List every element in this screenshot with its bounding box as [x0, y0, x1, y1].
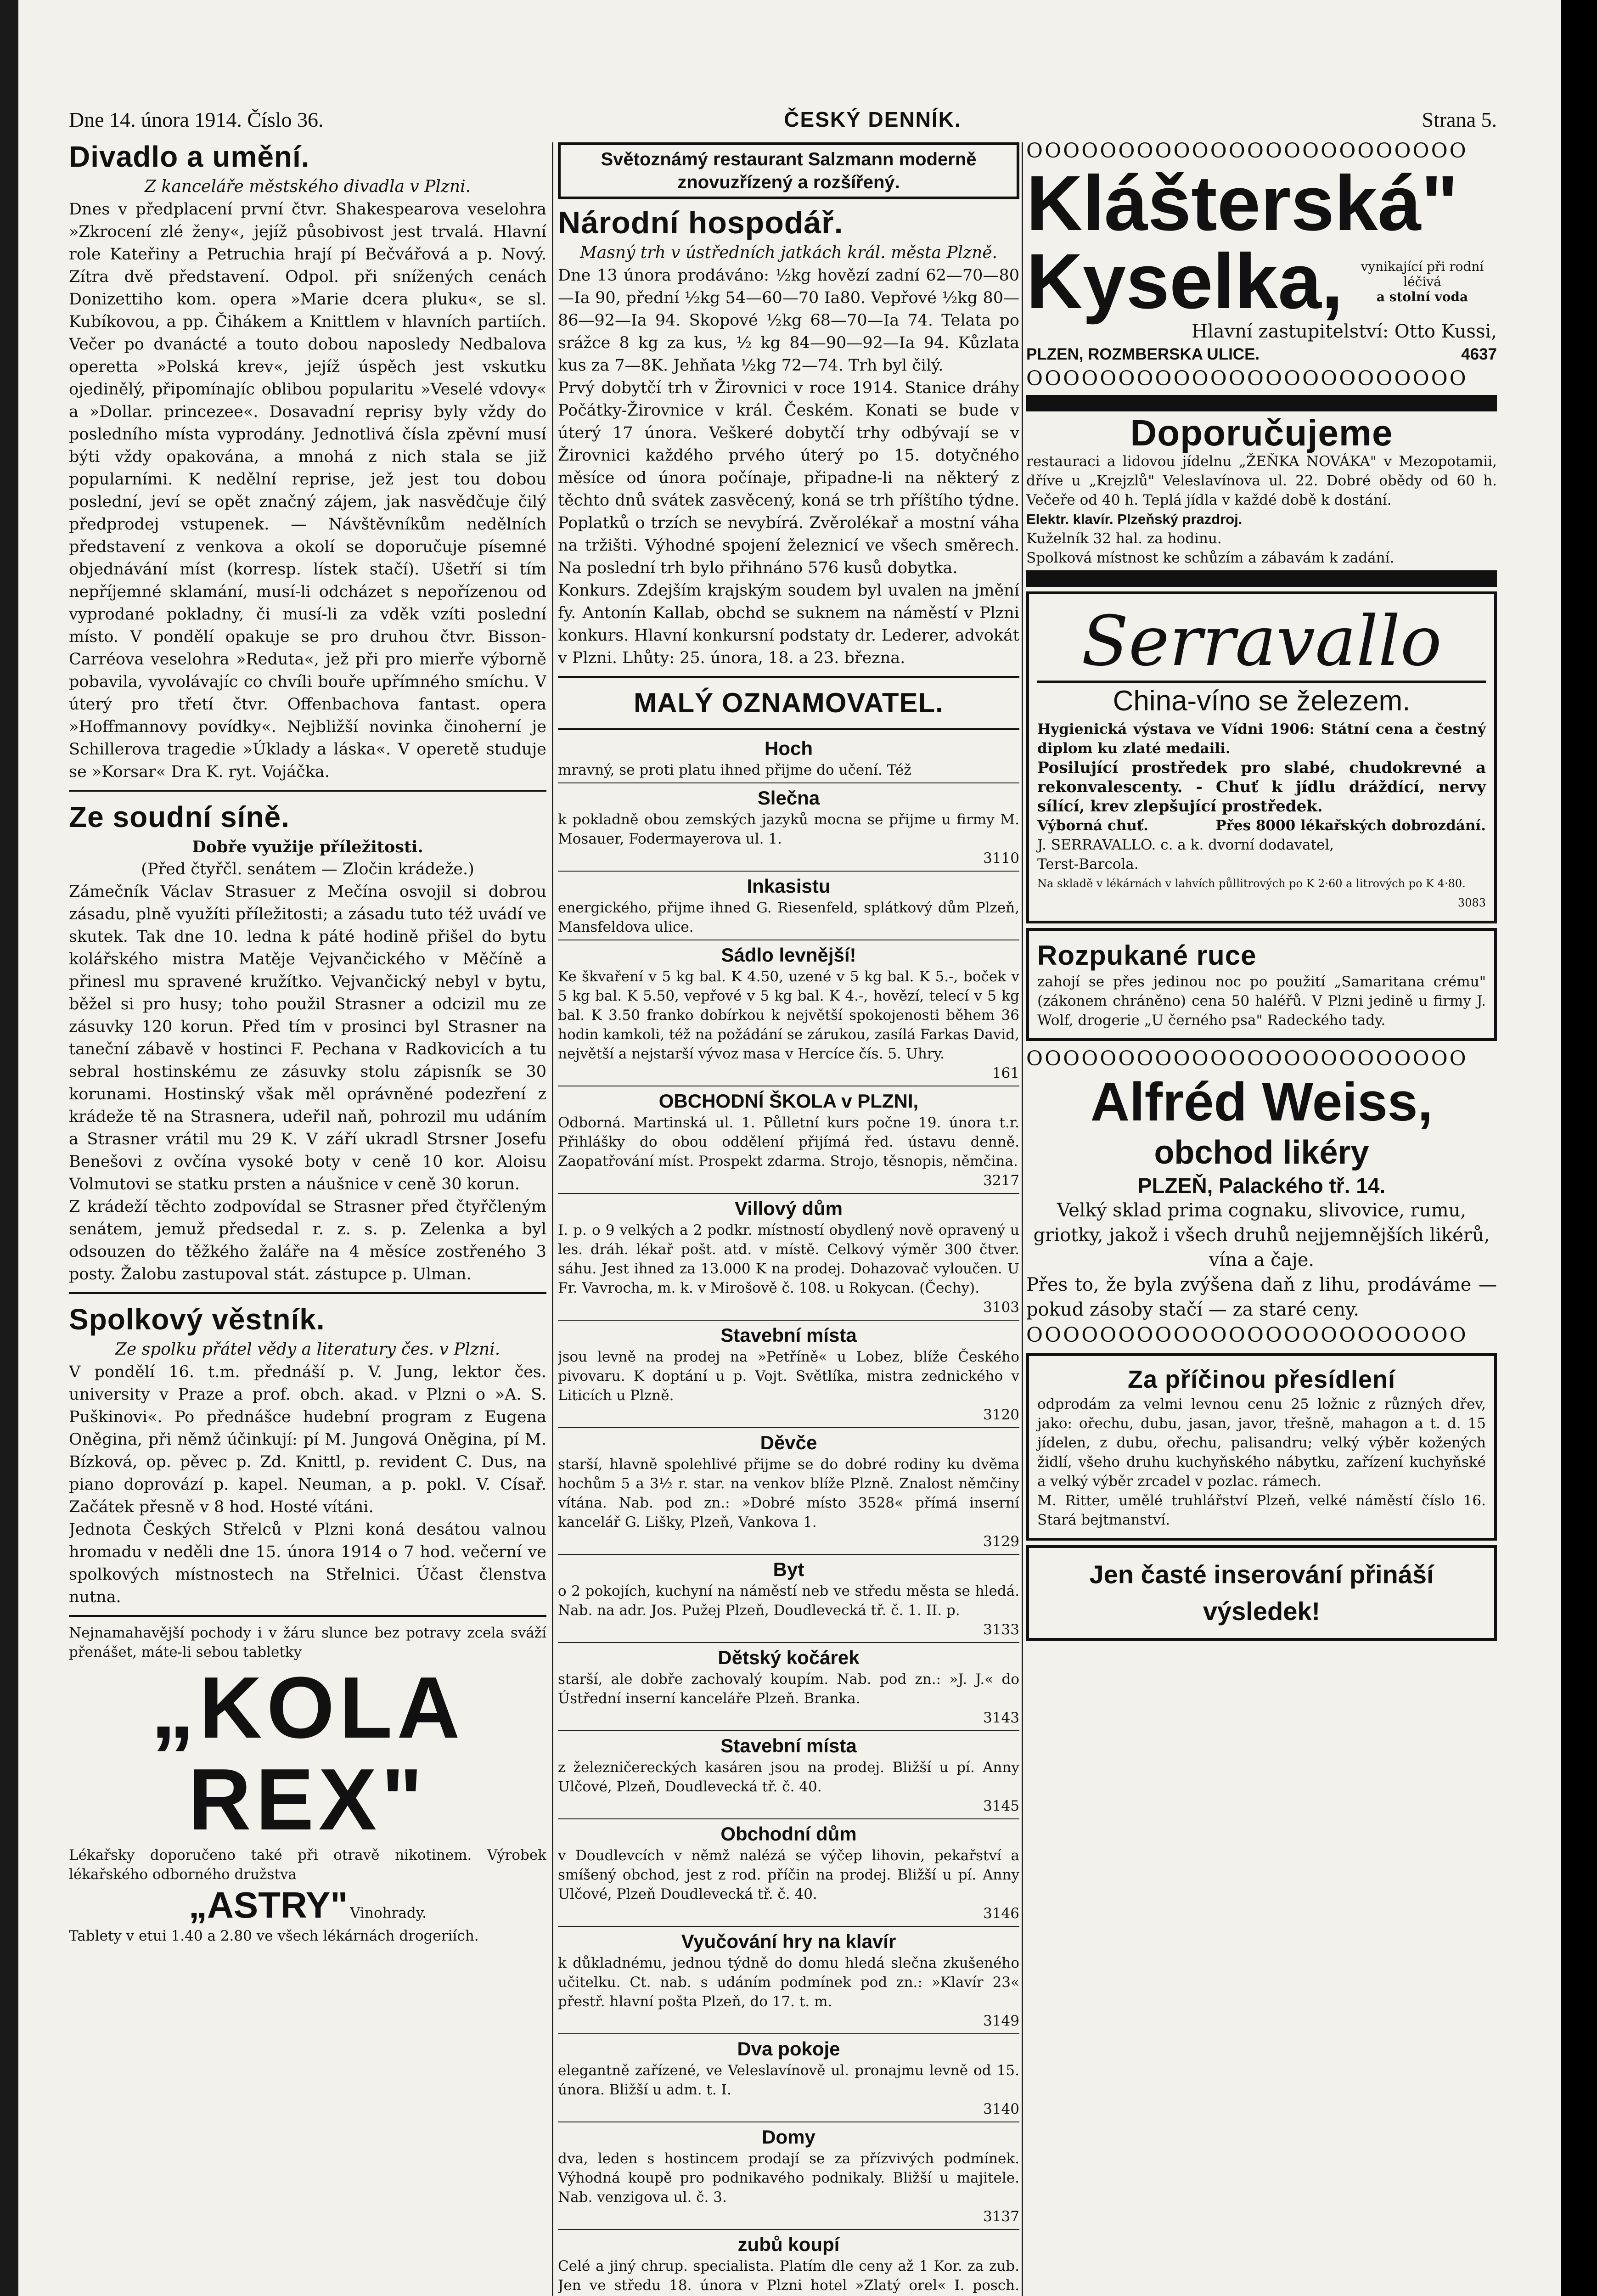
divider	[558, 676, 1019, 678]
column-middle	[558, 138, 1019, 2296]
classified-ad-heading: Byt	[773, 1559, 804, 1580]
classified-ad-number: 3217	[983, 1172, 1019, 1189]
final-slogan: Jen časté inserování přináší výsledek!	[1089, 1560, 1434, 1626]
ritter-text: odprodám za velmi levnou cenu 25 ložnic z různých dřev, jako: ořechu, dubu, jasan, javor, třešně, mahagon a t. d. 15 jídelen, z dubu, ořechu, palisandru; velký výběr kožených židlí, všeho druhu kuchyňského nábytku, zařízení kuchyňské a velký výběr zrcadel v pozlac. rámech.	[1037, 1396, 1486, 1490]
serravallo-expo: Hygienická výstava ve Vídni 1906: Státní cena a čestný diplom ku zlaté medaili.	[1037, 721, 1486, 757]
klasterska-address: PLZEN, ROZMBERSKA ULICE.	[1026, 345, 1260, 363]
astry-logo: „ASTRY"	[189, 1885, 348, 1925]
classified-ad	[558, 1734, 1019, 1819]
black-bar	[1026, 395, 1497, 411]
classified-ad-heading: Inkasistu	[747, 875, 831, 897]
serravallo-logo: Serravallo	[1037, 602, 1486, 683]
soud-body-2: Z krádeží těchto zodpovídal se Strasner před čtyřčleným senátem, jemuž předsedal r. z. s. p. Zelenka a byl odsouzen do těžkého žaláře na 4 měsíce zostřeného 3 posty. Žalobu zastupoval stát. zástupce p. Ulman.	[69, 1198, 546, 1283]
divadlo-body: Dnes v předplacení první čtvr. Shakespearova veselohra »Zkrocení zlé ženy«, jejíž působivost jest trvalá. Hlavní role Kateřiny a Petruchia hrají pí Bečvářová a p. Nový. Zítra dvě představení. Odpol. při snížených cenách Donizettiho kom. opera »Marie dcera pluku«, se sl. Kubíkovou, a pp. Čihákem a Knittlem v hlavních partiích. Večer po dvanácté a touto dobou naposledy Nedbalova operetta »Polská krev«, jejíž úspěch jest vskutku ojedinělý, připomínajíc oblibou popularitu »Veselé vdovy« a »Dollar. princezee«. Dosavadní reprisy byly vždy do posledního místa vyprodány. Jednotlivá čísla zpěvní musí býti vždy opakována, a mnohá z nich stala se již popularními. K nedělní reprise, jež jest tou dobou poslední, jeví se opět značný zájem, jak nasvědčuje čilý předprodej vstupenek. — Návštěvníkům nedělních představení z venkova a okolí se doporučuje písemné objednávání míst (korresp. lístek stačí). Ušetří si tím nepříjemné sklamání, musí-li odcházet s nepořízenou od vyprodané pokladny, či musí-li za vděk vzíti poslední místo. V pondělí opakuje se pro druhou čtvr. Bisson-Carréova veselohra »Reduta«, jež při pro mierře výborně pobavila, vyvolávajíc co chvíli bouře upřímného smíchu. V úterý pro třetí čtvr. Offenbachova fantast. opera »Hoffmannovy povídky«. Nejbližší novinka činoherní je Schillerova tragedie »Úklady a láska«. V operetě studuje se »Korsar« Dra K. ryt. Vojáčka.	[69, 200, 546, 781]
classified-ad-heading: Hoch	[765, 737, 813, 759]
klasterska-desc: vynikající při rodní léčivá	[1361, 259, 1484, 289]
classified-ad-heading: zubů koupí	[737, 2234, 840, 2255]
classified-ad	[558, 1646, 1019, 1731]
kola-price: Tablety v etui 1.40 a 2.80 ve všech lékárnách drogeriích.	[69, 1928, 479, 1944]
section-title-maly: MALÝ OZNAMOVATEL.	[634, 687, 944, 718]
column-rule-1	[552, 142, 553, 2296]
masny-body: Dne 13 února prodáváno: ½kg hovězí zadní 62—70—80—Ia 90, přední ½kg 54—60—70 Ia80. Vepřové ½kg 80—86—92—Ia 94. Skopové ½kg 68—70—Ia 74. Telata po srážce 8 kg za kus, ½ kg 84—90—92—Ia 94. Kůzlata kus za 7—8K. Jehňata ½kg 72—74. Trh byl čilý.	[558, 266, 1019, 375]
kola-rex-ad	[69, 1623, 546, 1946]
spolky-body-2: Jednota Českých Střelců v Plzni koná desátou valnou hromadu v neděli dne 15. února 1914 o 7 hod. večerní ve spolkových místnostech na Střelnici. Účast členstva nutna.	[69, 1520, 546, 1606]
classified-ad-text: energického, přijme ihned G. Riesenfeld, splátkový dům Plzeň, Mansfeldova ulice.	[558, 900, 1019, 935]
divider	[558, 1554, 1019, 1555]
divider	[69, 1292, 546, 1294]
divider	[558, 1193, 1019, 1194]
newspaper-name: ČESKÝ DENNÍK.	[784, 107, 962, 131]
circle-border: OOOOOOOOOOOOOOOOOOOOOOOO	[1026, 139, 1468, 163]
ruce-text: zahojí se přes jedinou noc po použití „Samaritana crému" (zákonem chráněno) cena 50 haléřů. V Plzni jedině u firmy J. Wolf, drogerie „U černého psa" Radeckého tady.	[1037, 974, 1486, 1029]
klasterska-agent: Hlavní zastupitelství: Otto Kussi,	[1192, 321, 1497, 342]
classified-ad-heading: Děvče	[760, 1432, 817, 1453]
classified-ad-text: mravný, se proti platu ihned přijme do učení. Též	[558, 762, 911, 778]
divadlo-subtitle: Z kanceláře městského divadla v Plzni.	[144, 177, 471, 196]
klasterska-title: Klášterská"	[1026, 160, 1458, 247]
classified-ad-text: Celé a jiný chrup. specialista. Platím dle ceny až 1 Kor. za zub. Jen ve středu 18. února v Plzni hotel »Zlatý orel« I. posch.	[558, 2258, 1019, 2294]
salzmann-text: Světoznámý restaurant Salzmann moderně znovuzřízený a rozšířený.	[601, 149, 977, 192]
serravallo-taste: Výborná chuť.	[1037, 817, 1148, 834]
doporucujeme-text: restauraci a lidovou jídelnu „ŽEŇKA NOVÁKA" v Mezopotamii, dříve u „Krejzlů" Veleslavínova ul. 22. Dobré obědy od 60 h. Večeře od 40 h. Teplá jídla v každé době k dostání.	[1026, 453, 1497, 508]
classified-ad	[558, 1431, 1019, 1555]
serravallo-reviews: Přes 8000 lékařských dobrozdání.	[1215, 817, 1486, 834]
pruvy-body: Prvý dobytčí trh v Žirovnici v roce 1914. Stanice dráhy Počátky-Žirovnice v král. Českém. Konati se bude v úterý 17 února. Veškeré dobytčí trhy odbývají se v Žirovnici každého prvého úterý po 15. dotyčného měsíce od února počínaje, připadne-li na některý z těchto dnů svátek zasvěcený, koná se trh příštího týdne. Poplatků o trzích se nevybírá. Zvěrolékař a mostní váha na tržišti. Výhodné spojení železnicí ve všech směrech. Na poslední trh bylo přihnáno 576 kusů dobytka.	[558, 379, 1019, 577]
weiss-subtitle: obchod likéry	[1154, 1134, 1369, 1171]
black-bar	[1026, 570, 1497, 587]
weiss-note: Přes to, že byla zvýšena daň z lihu, prodáváme — pokud zásoby stačí — za staré ceny.	[1026, 1274, 1497, 1320]
divider	[69, 790, 546, 792]
issue-date: Dne 14. února 1914. Číslo 36.	[69, 107, 324, 131]
doporucujeme-line-4: Spolková místnost ke schůzím a zábavám k zadání.	[1026, 550, 1395, 566]
classified-ad-heading: Sádlo levnější!	[721, 944, 856, 966]
ritter-firm: M. Ritter, umělé truhlářství Plzeň, velké náměstí číslo 16. Stará bejtmanství.	[1037, 1492, 1486, 1528]
classified-ad	[558, 1930, 1019, 2034]
soud-body: Zámečník Václav Strasuer z Mečína osvojil si dobrou zásadu, plně využíti příležitosti; a zásadu tuto též uvádí ve skutek. Tak dne 10. ledna k páté hodině přišel do bytu kolářského mistra Matěje Vejvančického v Měčíně a přinesl mu spravené kružítko. Vejvančický nebyl v bytu, běžel si pro husy; toho použil Strasner a odcizil mu ze zásuvky 120 korun. Před tím v prosinci byl Strasner na taneční zábavě v hostinci F. Pechana v Radkovicích a tu sebral hostinskému ze zásuvky stolu zápisník se 30 korunami. Hostinský však měl oprávněné podezření z krádeže tě na Strasnera, udeřil naň, pohrozil mu udáním a Strasner vrátil mu 29 K. V září ukradl Strsner Josefu Benešovi z ovčína vysoké boty v ceně 10 kor. Aloisu Volmutovi se statku prsten a náušnice v ceně 30 korun.	[69, 883, 546, 1193]
classified-ad-number: 3129	[983, 1533, 1019, 1550]
column-rule-2	[1022, 142, 1023, 2296]
weiss-ad	[1026, 1072, 1497, 1322]
ritter-ad	[1026, 1353, 1497, 1541]
spolky-subtitle: Ze spolku přátel vědy a literatury čes. v Plzni.	[115, 1340, 500, 1359]
classified-ad-number: 3120	[983, 1407, 1019, 1423]
circle-border: OOOOOOOOOOOOOOOOOOOOOOOO	[1026, 1323, 1468, 1347]
section-title-spolky: Spolkový věstník.	[69, 1303, 325, 1336]
classified-ad-heading: Vyučování hry na klavír	[681, 1930, 896, 1952]
divider	[558, 1320, 1019, 1321]
classified-ad	[558, 1323, 1019, 1428]
classified-ad-text: dva, leden s hostincem prodají se za přízvivých podmínek. Výhodná koupě pro podnikavého podnikaly. Bližší u majitele. Nab. venzigova ul. č. 3.	[558, 2150, 1019, 2206]
divider	[558, 871, 1019, 872]
classified-ad-heading: Domy	[762, 2126, 815, 2148]
classified-ad	[558, 2037, 1019, 2122]
serravallo-firm: J. SERRAVALLO. c. a k. dvorní dodavatel,	[1037, 837, 1334, 853]
classified-ad-heading: Stavební místa	[720, 1735, 857, 1756]
divider	[558, 1818, 1019, 1819]
classified-ad	[558, 943, 1019, 1086]
salzmann-ad	[558, 142, 1019, 199]
classified-ad	[558, 1089, 1019, 1194]
classified-ad-heading: Dva pokoje	[737, 2038, 840, 2060]
classified-ad-number: 3149	[983, 2013, 1019, 2029]
classified-ad	[558, 1197, 1019, 1321]
serravallo-stock: Na skladě v lékárnách v lahvích půllitrových po K 2·60 a litrových po K 4·80.	[1037, 877, 1466, 890]
classified-ad-number: 3143	[983, 1710, 1019, 1726]
classified-ad-heading: Dětský kočárek	[718, 1647, 860, 1668]
classified-ad-heading: Obchodní dům	[720, 1823, 857, 1845]
kola-rex-logo: „KOLA REX"	[151, 1659, 465, 1848]
classified-ad-number: 3140	[983, 2101, 1019, 2117]
divider	[558, 1730, 1019, 1731]
classified-ad-text: Odborná. Martinská ul. 1. Půlletní kurs počne 19. února t.r. Přihlášky do obou oddělení přijímá řed. ústavu denně. Zaopatřování míst. Prospekt zdarma. Strojo, těsnopis, němčina.	[558, 1114, 1019, 1170]
final-ad	[1026, 1545, 1497, 1641]
classified-ad-text: I. p. o 9 velkých a 2 podkr. místností obydlený nově opravený u les. dráh. lékař pošt. atd. v místě. Celkový výměr 300 čtver. sáhu. Jest ihned za 13.000 K na prodej. Dohazovač vyloučen. U Fr. Vavrocha, m. k. v Mirošově č. 108. u Rokycan. (Čechy).	[558, 1222, 1019, 1296]
serravallo-ad	[1026, 591, 1497, 923]
soud-headline: Dobře využije příležitosti.	[192, 838, 423, 856]
serravallo-city: Terst-Barcola.	[1037, 856, 1139, 872]
divider	[558, 1642, 1019, 1643]
classified-ad	[558, 737, 1019, 783]
classified-ad-number: 3133	[983, 1621, 1019, 1638]
classified-ad	[558, 786, 1019, 872]
klasterska-number: 4637	[1461, 345, 1497, 363]
divider	[558, 2033, 1019, 2034]
soud-subtitle: (Před čtyřčl. senátem — Zločin krádeže.)	[141, 860, 474, 878]
kola-text: Lékařsky doporučeno také při otravě nikotinem. Výrobek lékařského odborného družstva	[69, 1847, 546, 1883]
column-right	[1026, 138, 1497, 2296]
klasterska-desc-2: a stolní voda	[1376, 289, 1468, 304]
column-left	[69, 138, 546, 2296]
kola-intro: Nejnamahavější pochody i v žáru slunce bez potravy zcela sváží přenášet, máte-li sebou tabletky	[69, 1625, 546, 1660]
classified-ad-heading: Villový dům	[735, 1198, 843, 1219]
section-title-divadlo: Divadlo a umění.	[69, 140, 310, 173]
classified-ad	[558, 2125, 1019, 2230]
doporucujeme-line-3: Kuželník 32 hal. za hodinu.	[1026, 530, 1222, 547]
doporucujeme-line-2: Elektr. klavír. Plzeňský prazdroj.	[1026, 511, 1243, 527]
konkurs-body: Konkurs. Zdejším krajským soudem byl uvalen na jmění fy. Antonín Kallab, obchd se suknem na náměstí v Plzni konkurs. Hlavní konkursní podstaty dr. Lederer, advokát v Plzni. Lhůty: 25. února, 18. a 23. března.	[558, 581, 1019, 667]
classified-ad-text: starší, ale dobře zachovalý koupím. Nab. pod zn.: »J. J.« do Ústřední inserní kanceláře Plzeň. Branka.	[558, 1671, 1019, 1707]
classified-ad	[558, 1558, 1019, 1643]
classified-ad-heading: Stavební místa	[720, 1324, 857, 1346]
classified-ad	[558, 2233, 1019, 2296]
masny-subtitle: Masný trh v ústředních jatkách král. města Plzně.	[580, 243, 997, 262]
ruce-title: Rozpukané ruce	[1037, 940, 1257, 971]
serravallo-title: China-víno se železem.	[1113, 685, 1411, 717]
page-header	[69, 103, 1497, 135]
divider	[558, 782, 1019, 783]
weiss-title: Alfréd Weiss,	[1090, 1072, 1433, 1132]
klasterska-ad	[1026, 160, 1497, 366]
doporucujeme-title: Doporučujeme	[1130, 412, 1393, 453]
classified-ad-heading: Slečna	[757, 787, 820, 809]
rozpukane-ruce-ad	[1026, 928, 1497, 1041]
classified-ad-number: 161	[992, 1065, 1019, 1081]
classified-ad-number: 3103	[983, 1299, 1019, 1316]
serravallo-number: 3083	[1457, 896, 1486, 909]
astry-place: Vinohrady.	[350, 1905, 427, 1921]
divider	[558, 2229, 1019, 2230]
classified-ad-text: v Doudlevcích v němž nalézá se výčep lihovin, pekařství a smíšený obchod, jest z rod. příčin na prodej. Bližší u pí. Anny Ulčové, Plzeň Doudlevecká tř. č. 40.	[558, 1847, 1019, 1902]
classified-ad-number: 3145	[983, 1798, 1019, 1814]
classified-ad-text: k důkladnému, jednou týdně do domu hledá slečna zkušeného učitelku. Ct. nab. s udáním podmínek pod zn.: »Klavír 23« přestř. hlavní pošta Plzeň, do 17. t. m.	[558, 1955, 1019, 2010]
classified-ad-number: 3137	[983, 2208, 1019, 2225]
classified-ads	[558, 737, 1019, 2296]
classified-ad-text: z železničereckých kasáren jsou na prodej. Bližší u pí. Anny Ulčové, Plzeň, Doudlevecká tř. č. 40.	[558, 1759, 1019, 1795]
page-number: Strana 5.	[1422, 107, 1497, 131]
classified-ad-number: 3110	[983, 850, 1019, 867]
classified-ad-number: 3146	[983, 1905, 1019, 1922]
classified-ad-heading: OBCHODNÍ ŠKOLA v PLZNI,	[658, 1090, 919, 1112]
serravallo-text: Posilující prostředek pro slabé, chudokrevné a rekonvalescenty. - Chuť k jídlu dráždící, nervy sílící, krev zlepšující prostředek.	[1037, 759, 1486, 816]
classified-ad-text: jsou levně na prodej na »Petříně« u Lobez, blíže Českého pivovaru. K doptání u p. Vojt. Světlíka, mistra zednického v Liticích u Plzně.	[558, 1349, 1019, 1404]
circle-border: OOOOOOOOOOOOOOOOOOOOOOOO	[1026, 367, 1468, 390]
divider	[558, 1926, 1019, 1927]
section-title-narodni: Národní hospodář.	[558, 205, 843, 240]
weiss-text: Velký sklad prima cognaku, slivovice, rumu, griotky, jakož i všech druhů nejjemnějších likérů, vína a čaje.	[1033, 1200, 1490, 1271]
divider	[69, 1615, 546, 1617]
divider	[558, 1427, 1019, 1428]
classified-ad	[558, 1822, 1019, 1927]
ritter-title: Za příčinou přesídlení	[1127, 1366, 1396, 1393]
section-title-soud: Ze soudní síně.	[69, 800, 290, 833]
circle-border: OOOOOOOOOOOOOOOOOOOOOOOO	[1026, 1047, 1468, 1070]
classified-ad-text: starší, hlavně spolehlivé přijme se do dobré rodiny ku dvěma hochům 5 a 3½ r. star. na venkov blíže Plzně. Znalost němčiny vítána. Nab. pod zn.: »Dobré místo 3528« přímá inserní kancelář G. Lišky, Plzeň, Vankova 1.	[558, 1456, 1019, 1531]
classified-ad-text: Ke škvaření v 5 kg bal. K 4.50, uzené v 5 kg bal. K 5.-, boček v 5 kg bal. K 5.50, vepřové v 5 kg bal. K 4.-, hovězí, telecí v 5 kg bal. K 3.50 franko dobírkou k největší spokojenosti během 36 hodin kamkoli, též na požádání se zárukou, zasílá Farkas David, největší a nejstarší vývoz masa v Hercíce čís. 5. Uhry.	[558, 968, 1019, 1062]
spolky-body: V pondělí 16. t.m. přednáší p. V. Jung, lektor čes. university v Praze a prof. obch. akad. v Plzni o »A. S. Puškinovi«. Po přednášce hudební program z Eugena Oněgina, při němž účinkují: pí M. Jungová Oněgina, pí M. Bízková, op. pěvec p. Zd. Knittl, p. revident C. Dus, na piano doprovází p. kapel. Neuman, a p. pokl. V. Císař. Začátek přesně v 8 hod. Hosté vítáni.	[69, 1363, 546, 1516]
weiss-address: PLZEŇ, Palackého tř. 14.	[1137, 1174, 1386, 1198]
classified-ad	[558, 874, 1019, 940]
classified-ad-text: o 2 pokojích, kuchyní na náměstí neb ve středu města se hledá. Nab. na adr. Jos. Pužej Plzeň, Doudlevecká tř. č. 1. II. p.	[558, 1583, 1019, 1619]
page-spine	[0, 0, 18, 2296]
classified-ad-text: elegantně zařízené, ve Veleslavínově ul. pronajmu levně od 15. února. Bližší u adm. t. I.	[558, 2062, 1019, 2098]
classified-ad-text: k pokladně obou zemských jazyků mocna se přijme u firmy M. Mosauer, Fodermayerova ul. 1.	[558, 811, 1019, 847]
divider	[558, 728, 1019, 730]
kyselka-title: Kyselka,	[1026, 238, 1343, 325]
